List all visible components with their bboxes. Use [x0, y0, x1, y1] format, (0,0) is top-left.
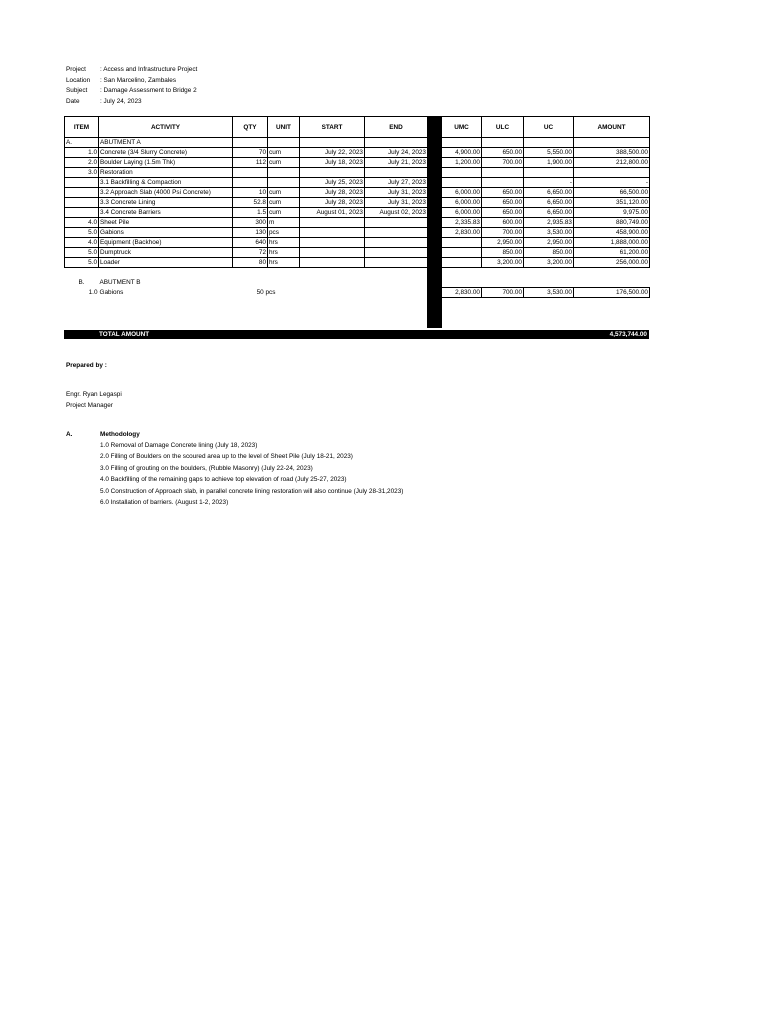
row-activity: 3.3 Concrete Lining	[99, 198, 233, 208]
row-end	[365, 228, 428, 238]
row-end	[365, 168, 428, 178]
row-activity: Gabions	[99, 289, 124, 296]
location-label: Location	[66, 76, 91, 84]
row-qtyunit: 50 pcs	[256, 289, 276, 296]
row-item: 3.0	[65, 168, 99, 178]
row-umc: 6,000.00	[442, 188, 482, 198]
row-start	[300, 248, 365, 258]
row-qty: 1.5	[233, 208, 268, 218]
row-start: July 28, 2023	[300, 198, 365, 208]
col-header-unit: UNIT	[268, 117, 300, 138]
row-start: July 28, 2023	[300, 188, 365, 198]
col-header-qty: QTY	[233, 117, 268, 138]
row-end: July 31, 2023	[365, 188, 428, 198]
col-header-item: ITEM	[65, 117, 99, 138]
row-item: 5.0	[65, 258, 99, 268]
row-activity: Concrete (3/4 Slurry Concrete)	[99, 148, 233, 158]
row-activity: 3.4 Concrete Barriers	[99, 208, 233, 218]
black-separator	[428, 168, 442, 178]
table-row	[65, 178, 650, 188]
spacer-row	[65, 298, 650, 308]
project-value: : Access and Infrastructure Project	[100, 66, 198, 73]
table-header-row	[65, 117, 650, 138]
row-item: 4.0	[65, 238, 99, 248]
row-uc: 3,200.00	[524, 258, 574, 268]
table-row	[65, 248, 650, 258]
row-ulc	[482, 168, 524, 178]
col-header-start: START	[300, 117, 365, 138]
total-value: 4,573,744.00	[609, 331, 647, 338]
table-row	[65, 258, 650, 268]
row-umc: 2,830.00	[442, 288, 482, 298]
row-uc: 1,900.00	[524, 158, 574, 168]
black-separator	[428, 178, 442, 188]
row-item	[65, 188, 99, 198]
methodology-step: 1.0 Removal of Damage Concrete lining (July 18, 2023)	[100, 442, 258, 449]
black-separator	[428, 248, 442, 258]
table-row	[65, 198, 650, 208]
row-unit	[268, 168, 300, 178]
row-ulc: 650.00	[482, 148, 524, 158]
row-qty: 112	[233, 158, 268, 168]
row-umc: 6,000.00	[442, 198, 482, 208]
col-header-ulc: ULC	[482, 117, 524, 138]
row-activity: Sheet Pile	[99, 218, 233, 228]
methodology-letter: A.	[66, 431, 73, 438]
prepared-by-label: Prepared by :	[66, 362, 107, 369]
row-ulc: 3,200.00	[482, 258, 524, 268]
row-uc	[524, 168, 574, 178]
row-item	[65, 178, 99, 188]
row-item: 2.0	[65, 158, 99, 168]
col-header-umc: UMC	[442, 117, 482, 138]
row-qty	[233, 178, 268, 188]
row-start	[300, 228, 365, 238]
row-uc: 6,650.00	[524, 188, 574, 198]
row-qty: 80	[233, 258, 268, 268]
row-amount: 212,800.00	[574, 158, 650, 168]
cost-estimate-table	[64, 116, 650, 328]
row-amount: 1,888,000.00	[574, 238, 650, 248]
row-ulc: 700.00	[482, 158, 524, 168]
row-amount: 880,749.00	[574, 218, 650, 228]
black-separator	[428, 208, 442, 218]
table-row	[65, 168, 650, 178]
table-row	[65, 288, 650, 298]
table-row	[65, 238, 650, 248]
row-umc: 2,830.00	[442, 228, 482, 238]
table-row	[65, 148, 650, 158]
row-qty: 10	[233, 188, 268, 198]
row-unit: hrs	[268, 248, 300, 258]
methodology-step: 4.0 Backfilling of the remaining gaps to achieve top elevation of road (July 25-27, 2023)	[100, 476, 347, 484]
row-uc: 5,550.00	[524, 148, 574, 158]
row-activity: Equipment (Backhoe)	[99, 238, 233, 248]
row-end	[365, 218, 428, 228]
black-separator	[428, 188, 442, 198]
section-row-abutment-a	[65, 138, 650, 148]
row-uc: -	[524, 178, 574, 188]
total-label: TOTAL AMOUNT	[99, 331, 150, 338]
row-activity: 3.1 Backfilling & Compaction	[99, 178, 233, 188]
row-amount: 176,500.00	[574, 288, 650, 298]
row-ulc: 700.00	[482, 288, 524, 298]
row-item: 5.0	[65, 248, 99, 258]
row-start: July 22, 2023	[300, 148, 365, 158]
row-amount	[574, 168, 650, 178]
black-separator	[428, 218, 442, 228]
row-umc	[442, 178, 482, 188]
row-ulc: 850.00	[482, 248, 524, 258]
methodology-step: 5.0 Construction of Approach slab, in parallel concrete lining restoration will also continue (July 28-31,2023)	[100, 487, 404, 495]
row-item: 1.0	[88, 289, 98, 296]
row-uc: 3,530.00	[524, 228, 574, 238]
row-unit: cum	[268, 198, 300, 208]
col-header-amount: AMOUNT	[574, 117, 650, 138]
row-ulc: 650.00	[482, 198, 524, 208]
section-letter: A.	[65, 138, 99, 148]
row-end: July 21, 2023	[365, 158, 428, 168]
row-uc: 3,530.00	[524, 288, 574, 298]
black-separator	[428, 117, 442, 138]
row-end	[365, 238, 428, 248]
row-start: July 25, 2023	[300, 178, 365, 188]
row-unit: hrs	[268, 258, 300, 268]
row-qty: 52.8	[233, 198, 268, 208]
row-end: July 24, 2023	[365, 148, 428, 158]
row-qty: 300	[233, 218, 268, 228]
table-row	[65, 228, 650, 238]
row-umc	[442, 238, 482, 248]
row-qty	[233, 168, 268, 178]
row-amount: 388,500.00	[574, 148, 650, 158]
row-umc: 1,200.00	[442, 158, 482, 168]
row-uc: 2,950.00	[524, 238, 574, 248]
methodology-list	[100, 441, 403, 509]
row-qty: 130	[233, 228, 268, 238]
row-umc: 6,000.00	[442, 208, 482, 218]
row-uc: 6,650.00	[524, 208, 574, 218]
row-uc: 2,935.83	[524, 218, 574, 228]
black-separator	[428, 228, 442, 238]
row-activity: Loader	[99, 258, 233, 268]
row-activity: Dumptruck	[99, 248, 233, 258]
col-header-activity: ACTIVITY	[99, 117, 233, 138]
row-ulc: 650.00	[482, 208, 524, 218]
row-amount: 256,000.00	[574, 258, 650, 268]
black-separator	[428, 158, 442, 168]
subject-label: Subject	[66, 87, 88, 94]
spacer-row	[65, 308, 650, 318]
row-unit: m	[268, 218, 300, 228]
row-item	[65, 208, 99, 218]
row-start	[300, 258, 365, 268]
row-item	[65, 198, 99, 208]
spacer-row	[65, 268, 650, 278]
row-umc: 2,335.83	[442, 218, 482, 228]
table-row	[65, 208, 650, 218]
methodology-title: Methodology	[100, 431, 140, 438]
row-start	[300, 218, 365, 228]
row-unit: cum	[268, 158, 300, 168]
row-unit: hrs	[268, 238, 300, 248]
row-activity: Gabions	[99, 228, 233, 238]
row-end	[365, 258, 428, 268]
total-amount-bar	[64, 330, 649, 339]
row-unit: cum	[268, 208, 300, 218]
black-separator	[428, 198, 442, 208]
row-amount: 66,500.00	[574, 188, 650, 198]
row-umc	[442, 248, 482, 258]
row-start	[300, 238, 365, 248]
table-row	[65, 188, 650, 198]
row-qty: 640	[233, 238, 268, 248]
row-unit: cum	[268, 148, 300, 158]
section-title: ABUTMENT A	[99, 138, 233, 148]
row-qty: 72	[233, 248, 268, 258]
col-header-uc: UC	[524, 117, 574, 138]
row-amount: 61,200.00	[574, 248, 650, 258]
row-ulc	[482, 178, 524, 188]
row-end: July 31, 2023	[365, 198, 428, 208]
row-end: July 27, 2023	[365, 178, 428, 188]
row-ulc: 2,950.00	[482, 238, 524, 248]
row-activity: Boulder Laying (1.5m Thk)	[99, 158, 233, 168]
subject-value: : Damage Assessment to Bridge 2	[100, 87, 197, 94]
project-label: Project	[66, 66, 86, 73]
row-unit	[268, 178, 300, 188]
row-ulc: 650.00	[482, 188, 524, 198]
row-item: 1.0	[65, 148, 99, 158]
row-ulc: 600.00	[482, 218, 524, 228]
row-amount: -	[574, 178, 650, 188]
row-amount: 351,120.00	[574, 198, 650, 208]
section-row-abutment-b	[65, 278, 650, 288]
spacer-row	[65, 318, 650, 328]
row-activity: 3.2 Approach Slab (4000 Psi Concrete)	[99, 188, 233, 198]
row-amount: 458,900.00	[574, 228, 650, 238]
row-activity: Restoration	[99, 168, 233, 178]
signatory-name: Engr. Ryan Legaspi	[66, 391, 122, 398]
date-label: Date	[66, 97, 80, 105]
section-title: ABUTMENT B	[99, 279, 141, 286]
row-item: 4.0	[65, 218, 99, 228]
row-start	[300, 168, 365, 178]
signatory-title: Project Manager	[66, 402, 113, 409]
row-start: August 01, 2023	[300, 208, 365, 218]
location-value: : San Marcelino, Zambales	[100, 76, 177, 84]
black-separator	[428, 238, 442, 248]
row-qty: 70	[233, 148, 268, 158]
row-amount: 9,975.00	[574, 208, 650, 218]
row-ulc: 700.00	[482, 228, 524, 238]
row-uc: 850.00	[524, 248, 574, 258]
section-letter: B.	[78, 279, 85, 286]
black-separator	[428, 258, 442, 268]
col-header-end: END	[365, 117, 428, 138]
methodology-step: 2.0 Filling of Boulders on the scoured area up to the level of Sheet Pile (July 18-21, 2023)	[100, 453, 353, 461]
methodology-step: 3.0 Filling of grouting on the boulders, (Rubble Masonry) (July 22-24, 2023)	[100, 464, 313, 472]
row-item: 5.0	[65, 228, 99, 238]
date-value: : July 24, 2023	[100, 97, 142, 105]
row-end	[365, 248, 428, 258]
row-umc	[442, 258, 482, 268]
black-separator	[428, 148, 442, 158]
row-umc: 4,900.00	[442, 148, 482, 158]
row-end: August 02, 2023	[365, 208, 428, 218]
methodology-step: 6.0 Installation of barriers. (August 1-2, 2023)	[100, 498, 229, 506]
row-start: July 18, 2023	[300, 158, 365, 168]
row-unit: cum	[268, 188, 300, 198]
row-umc	[442, 168, 482, 178]
row-uc: 6,650.00	[524, 198, 574, 208]
table-row	[65, 218, 650, 228]
table-row	[65, 158, 650, 168]
row-unit: pcs	[268, 228, 300, 238]
